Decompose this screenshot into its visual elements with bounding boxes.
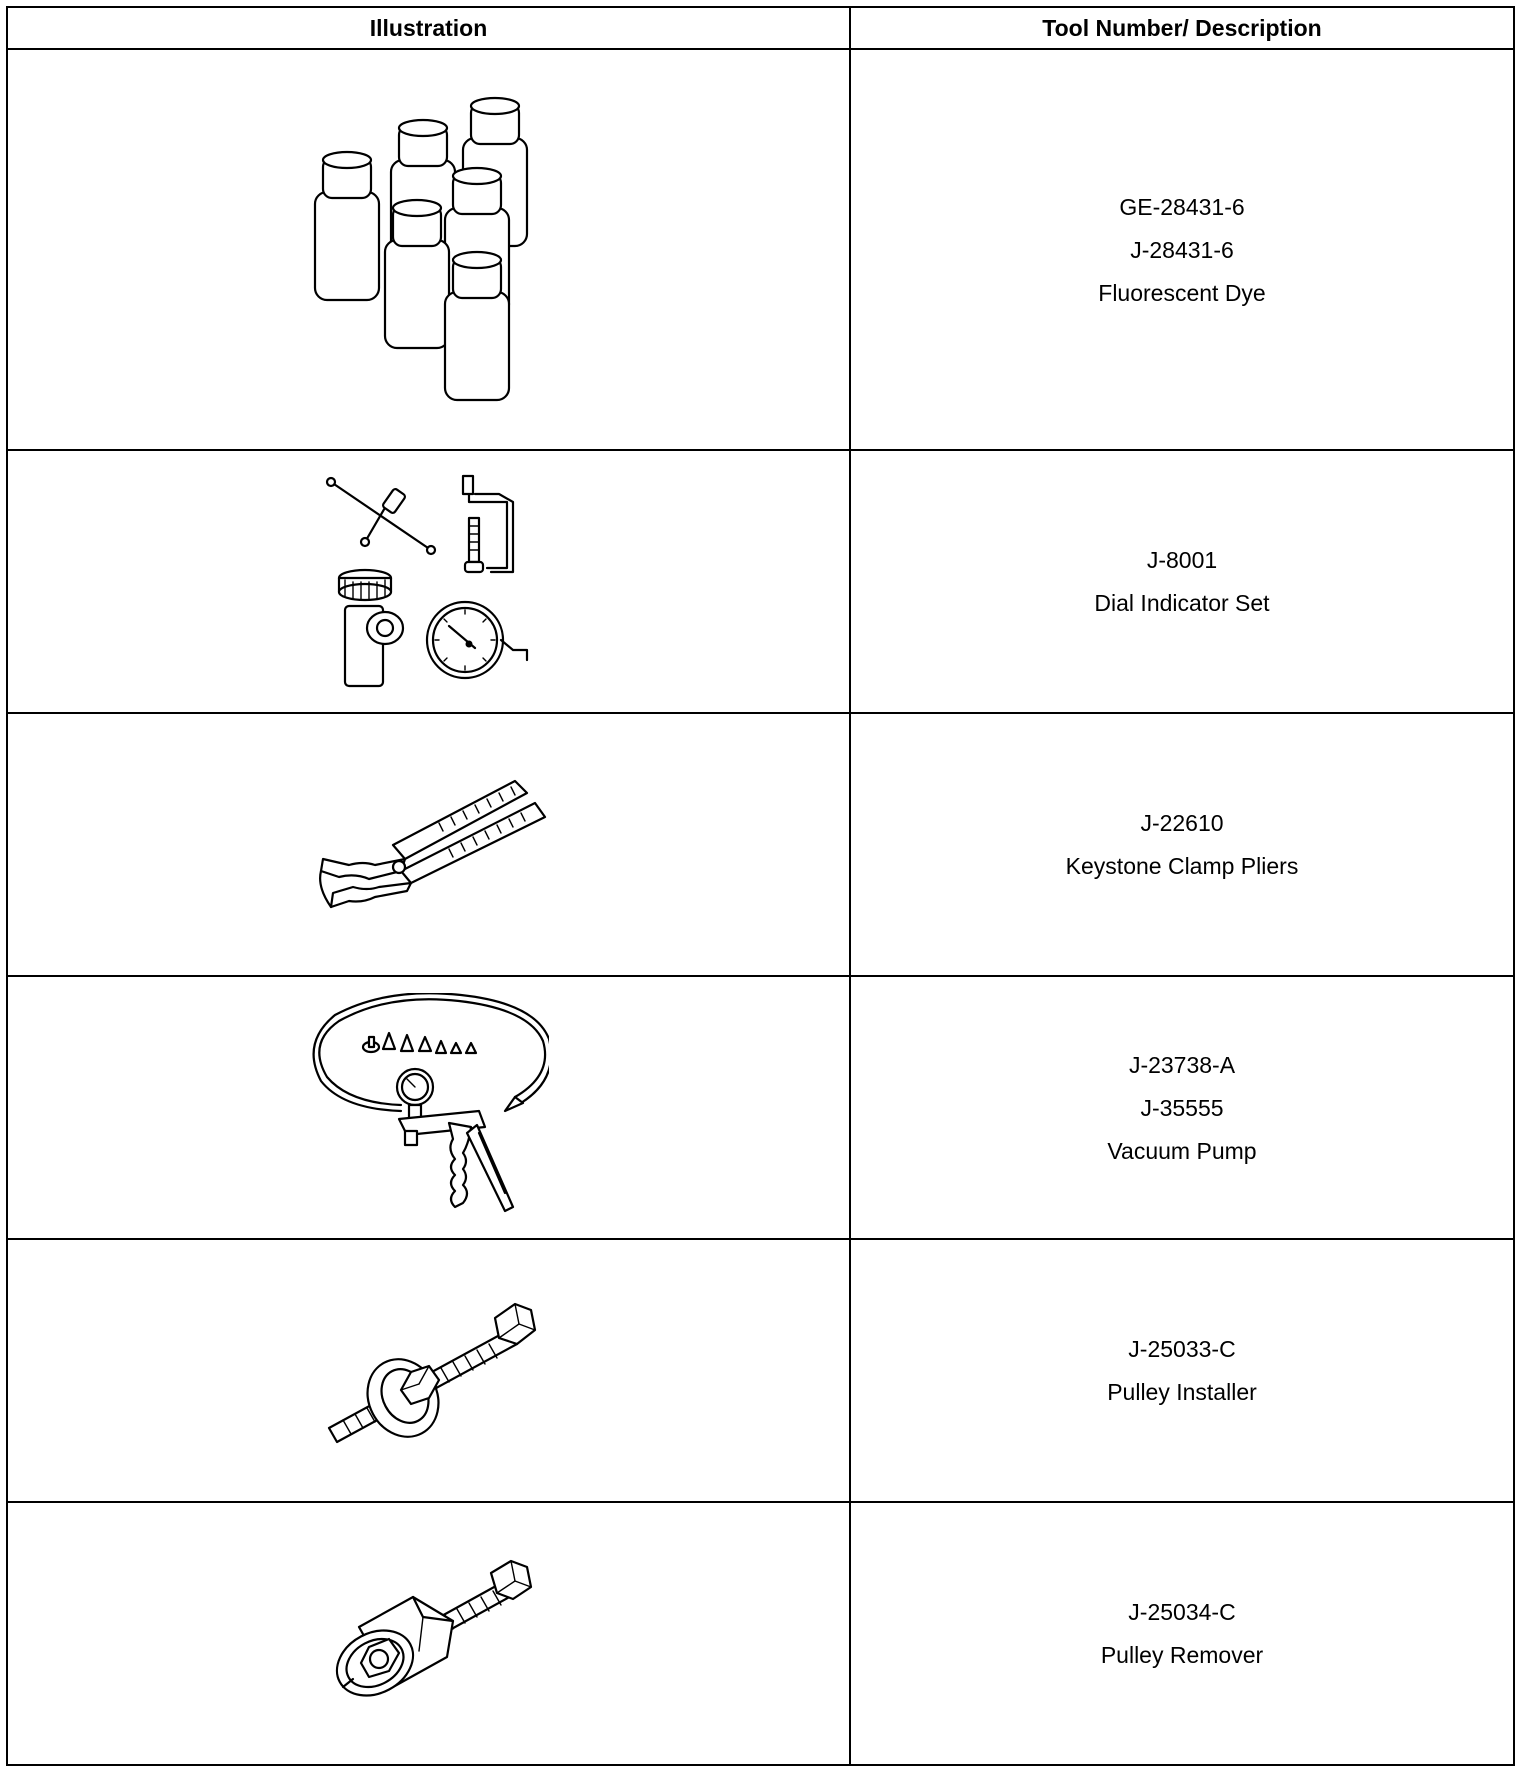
tool-description: Vacuum Pump xyxy=(1107,1137,1257,1164)
pulley-remover-icon xyxy=(319,1559,539,1709)
header-row xyxy=(7,7,1514,49)
tool-description: Fluorescent Dye xyxy=(1098,279,1266,306)
tool-number: J-35555 xyxy=(1140,1094,1224,1121)
tool-number: J-25033-C xyxy=(1128,1336,1236,1362)
table-row xyxy=(7,713,1514,976)
tool-number: GE-28431-6 xyxy=(1119,193,1245,220)
keystone-clamp-pliers-icon xyxy=(309,775,549,915)
illustration-cell xyxy=(7,976,850,1239)
description-cell xyxy=(850,713,1514,976)
header-illustration: Illustration xyxy=(7,7,850,49)
tool-description: Pulley Remover xyxy=(1100,1642,1264,1668)
dial-indicator-set-icon xyxy=(319,472,539,692)
vacuum-pump-icon xyxy=(309,993,549,1223)
tool-number: J-23738-A xyxy=(1128,1051,1236,1078)
fluorescent-dye-bottles-icon xyxy=(309,90,549,410)
illustration-cell xyxy=(7,49,850,450)
tool-description: Pulley Installer xyxy=(1107,1379,1257,1405)
tool-description: Keystone Clamp Pliers xyxy=(1065,853,1299,879)
tool-number: J-25034-C xyxy=(1128,1599,1236,1625)
table-row xyxy=(7,1239,1514,1502)
tool-table xyxy=(6,6,1515,1766)
description-cell xyxy=(850,450,1514,713)
table-row xyxy=(7,450,1514,713)
tool-description: Dial Indicator Set xyxy=(1094,590,1270,616)
tool-number: J-8001 xyxy=(1146,547,1218,573)
description-cell xyxy=(850,1502,1514,1765)
description-cell xyxy=(850,976,1514,1239)
illustration-cell xyxy=(7,713,850,976)
tool-number: J-22610 xyxy=(1140,810,1224,836)
table-row xyxy=(7,1502,1514,1765)
tool-number: J-28431-6 xyxy=(1130,236,1234,263)
description-cell xyxy=(850,1239,1514,1502)
description-cell xyxy=(850,49,1514,450)
pulley-installer-icon xyxy=(319,1296,539,1446)
illustration-cell xyxy=(7,1239,850,1502)
table-row xyxy=(7,49,1514,450)
illustration-cell xyxy=(7,450,850,713)
header-description: Tool Number/ Description xyxy=(850,7,1514,49)
table-row xyxy=(7,976,1514,1239)
illustration-cell xyxy=(7,1502,850,1765)
